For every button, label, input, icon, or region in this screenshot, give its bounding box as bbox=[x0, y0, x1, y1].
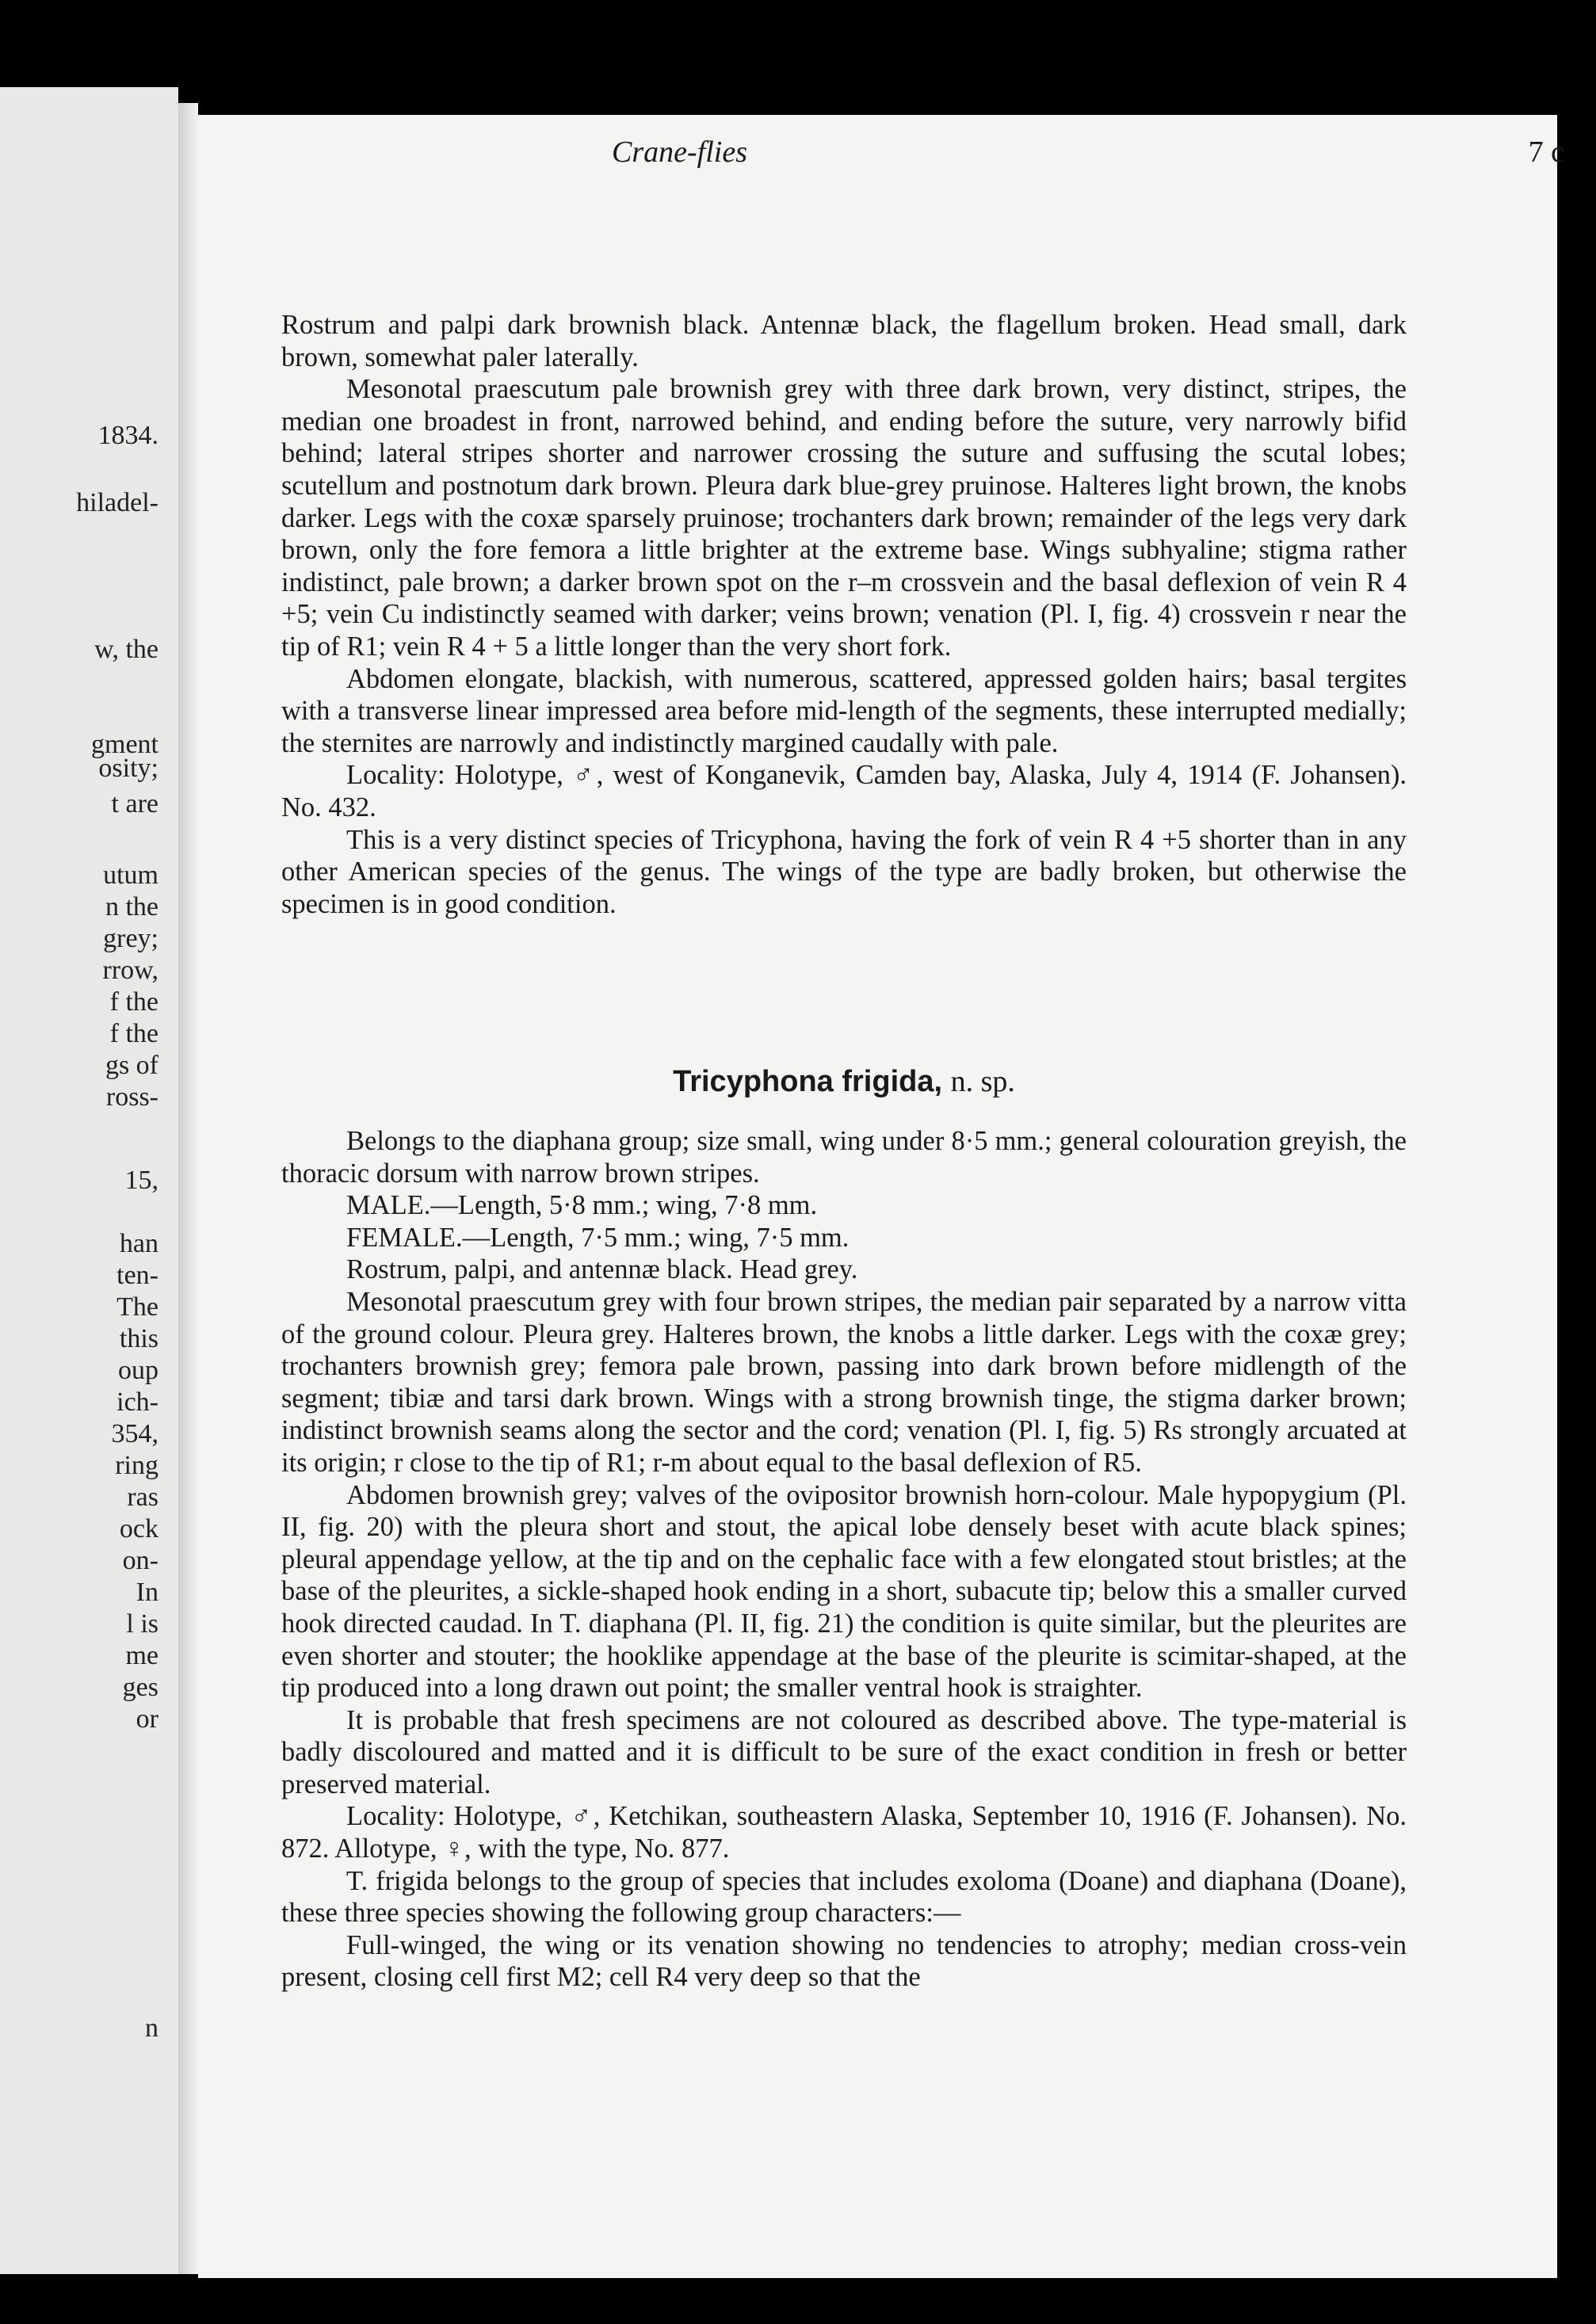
paragraph: Mesonotal praescutum pale brownish grey with three dark brown, very distinct, stripes, the median one broadest in front, narrowed behind, and ending before the suture, very narrowly bifid behind; lateral stripes shorter and narrower crossing the suture and suffusing the scutal lobes; scutellum and postnotum dark brown. Pleura dark blue-grey pruinose. Halteres light brown, the knobs darker. Legs with the coxæ sparsely pruinose; trochanters dark brown; remainder of the legs very dark brown, only the fore femora a little brighter at the extreme base. Wings subhyaline; stigma rather indistinct, pale brown; a darker brown spot on the r–m crossvein and the basal deflexion of vein R 4 +5; vein Cu indistinctly seamed with darker; veins brown; venation (Pl. I, fig. 4) crossvein r near the tip of R1; vein R 4 + 5 a little longer than the very short fork. bbox=[281, 374, 1407, 662]
paragraph: Full-winged, the wing or its venation showing no tendencies to atrophy; median cross-vein present, closing cell first M2; cell R4 very deep so that the bbox=[281, 1929, 1407, 1993]
species-status: n. sp. bbox=[950, 1065, 1015, 1098]
left-page-text-fragment: w, the bbox=[94, 635, 158, 664]
left-page-text-fragment: 1834. bbox=[97, 421, 158, 450]
left-page-text-fragment: this bbox=[119, 1324, 158, 1353]
left-page-text-fragment: 15, bbox=[124, 1166, 158, 1195]
paragraph: It is probable that fresh specimens are not coloured as described above. The type-material is badly discoloured and matted and it is difficult to be sure of the exact condition in fresh or better preserved material. bbox=[281, 1704, 1407, 1799]
paragraph: Abdomen brownish grey; valves of the ovipositor brownish horn-colour. Male hypopygium (Pl. II, fig. 20) with the pleura short and stout, the apical lobe densely beset with acute black spines; pleural appendage yellow, at the tip and on the cephalic face with a few elongated stout bristles; at the base of the pleurites, a sickle-shaped hook ending in a short, subacute tip; below this a smaller curved hook directed caudad. In T. diaphana (Pl. II, fig. 21) the condition is quite similar, but the pleurites are even shorter and stouter; the hooklike appendage at the base of the pleurite is scimitar-shaped, at the tip produced into a long drawn out point; the smaller ventral hook is straighter. bbox=[281, 1479, 1407, 1704]
running-header-title: Crane-flies bbox=[612, 135, 747, 169]
left-page-text-fragment: on- bbox=[122, 1546, 158, 1575]
left-page-text-fragment: ross- bbox=[105, 1082, 158, 1112]
left-page-text-fragment: n the bbox=[105, 892, 158, 922]
left-page-text-fragment: han bbox=[119, 1229, 158, 1258]
left-page-text-fragment: 354, bbox=[111, 1419, 158, 1448]
left-page-text-fragment: gment bbox=[91, 730, 158, 759]
left-page-text-fragment: me bbox=[125, 1641, 158, 1670]
left-page-text-fragment: ten- bbox=[116, 1261, 158, 1290]
paragraph: Belongs to the diaphana group; size small, wing under 8·5 mm.; general colouration greyish, the thoracic dorsum with narrow brown stripes. bbox=[281, 1126, 1407, 1189]
left-page-text-fragment: hiladel- bbox=[76, 488, 158, 517]
left-page-text-fragment: The bbox=[116, 1292, 158, 1322]
left-page-text-fragment: In bbox=[136, 1578, 158, 1607]
left-page-text-fragment: gs of bbox=[105, 1051, 158, 1080]
paragraph: FEMALE.—Length, 7·5 mm.; wing, 7·5 mm. bbox=[346, 1222, 850, 1253]
left-page-text-fragment: rrow, bbox=[102, 956, 158, 985]
species-heading bbox=[281, 1064, 1407, 1099]
paragraph: Mesonotal praescutum grey with four brown stripes, the median pair separated by a narrow vitta of the ground colour. Pleura grey. Halteres brown, the knobs a little darker. Legs with the coxæ grey; trochanters brownish grey; femora pale brown, passing into dark brown before midlength of the segment; tibiæ and tarsi dark brown. Wings with a strong brownish tinge, the stigma darker brown; indistinct brownish seams along the sector and the cord; venation (Pl. I, fig. 5) Rs strongly arcuated at its origin; r close to the tip of R1; r-m about equal to the basal deflexion of R5. bbox=[281, 1286, 1407, 1478]
left-page-text-fragment: ich- bbox=[116, 1387, 158, 1417]
left-page-text-fragment: ras bbox=[127, 1483, 158, 1512]
species-name: Tricyphona frigida, bbox=[673, 1065, 943, 1098]
paragraph: Locality: Holotype, ♂, west of Konganevik, Camden bay, Alaska, July 4, 1914 (F. Johansen). No. 432. bbox=[281, 760, 1407, 822]
left-page-text-fragment: utum bbox=[103, 861, 158, 890]
paragraph: Locality: Holotype, ♂, Ketchikan, southeastern Alaska, September 10, 1916 (F. Johansen). No. 872. Allotype, ♀, with the type, No. 877. bbox=[281, 1801, 1407, 1864]
left-page-text-fragment: ges bbox=[122, 1673, 158, 1702]
left-page-text-fragment: f the bbox=[109, 987, 158, 1017]
paragraph: MALE.—Length, 5·8 mm.; wing, 7·8 mm. bbox=[346, 1190, 818, 1221]
paragraph: This is a very distinct species of Tricyphona, having the fork of vein R 4 +5 shorter than in any other American species of the genus. The wings of the type are badly broken, but otherwise the specimen is in good condition. bbox=[281, 824, 1407, 919]
paragraph: Rostrum, palpi, and antennæ black. Head grey. bbox=[346, 1254, 858, 1285]
left-page-text-fragment: n bbox=[145, 2013, 158, 2043]
paragraph: T. frigida belongs to the group of species that includes exoloma (Doane) and diaphana (Doane), these three species showing the following group characters:— bbox=[281, 1865, 1407, 1929]
left-page-text-fragment: ring bbox=[115, 1451, 158, 1480]
left-page-text-fragment: t are bbox=[111, 789, 158, 819]
left-page-text-fragment: ock bbox=[119, 1514, 158, 1544]
section-top-text bbox=[281, 309, 1407, 920]
left-page-text-fragment: osity; bbox=[98, 754, 158, 783]
paragraph: Rostrum and palpi dark brownish black. Antennæ black, the flagellum broken. Head small, dark brown, somewhat paler laterally. bbox=[281, 310, 1407, 372]
left-page-text-fragment: f the bbox=[109, 1019, 158, 1048]
left-page-text-fragment: oup bbox=[118, 1356, 158, 1385]
left-page-text-fragment: grey; bbox=[103, 924, 158, 953]
paragraph: Abdomen elongate, blackish, with numerous, scattered, appressed golden hairs; basal tergites with a transverse linear impressed area before mid-length of the segments, these interrupted medially; the sternites are narrowly and indistinctly margined caudally with pale. bbox=[281, 663, 1407, 758]
left-page-text-fragment: or bbox=[136, 1704, 158, 1734]
section-bottom-text bbox=[281, 1125, 1407, 1994]
page-number: 7 c bbox=[1528, 135, 1564, 169]
left-page-text-fragment: l is bbox=[126, 1609, 158, 1639]
page-gutter bbox=[178, 103, 198, 2274]
